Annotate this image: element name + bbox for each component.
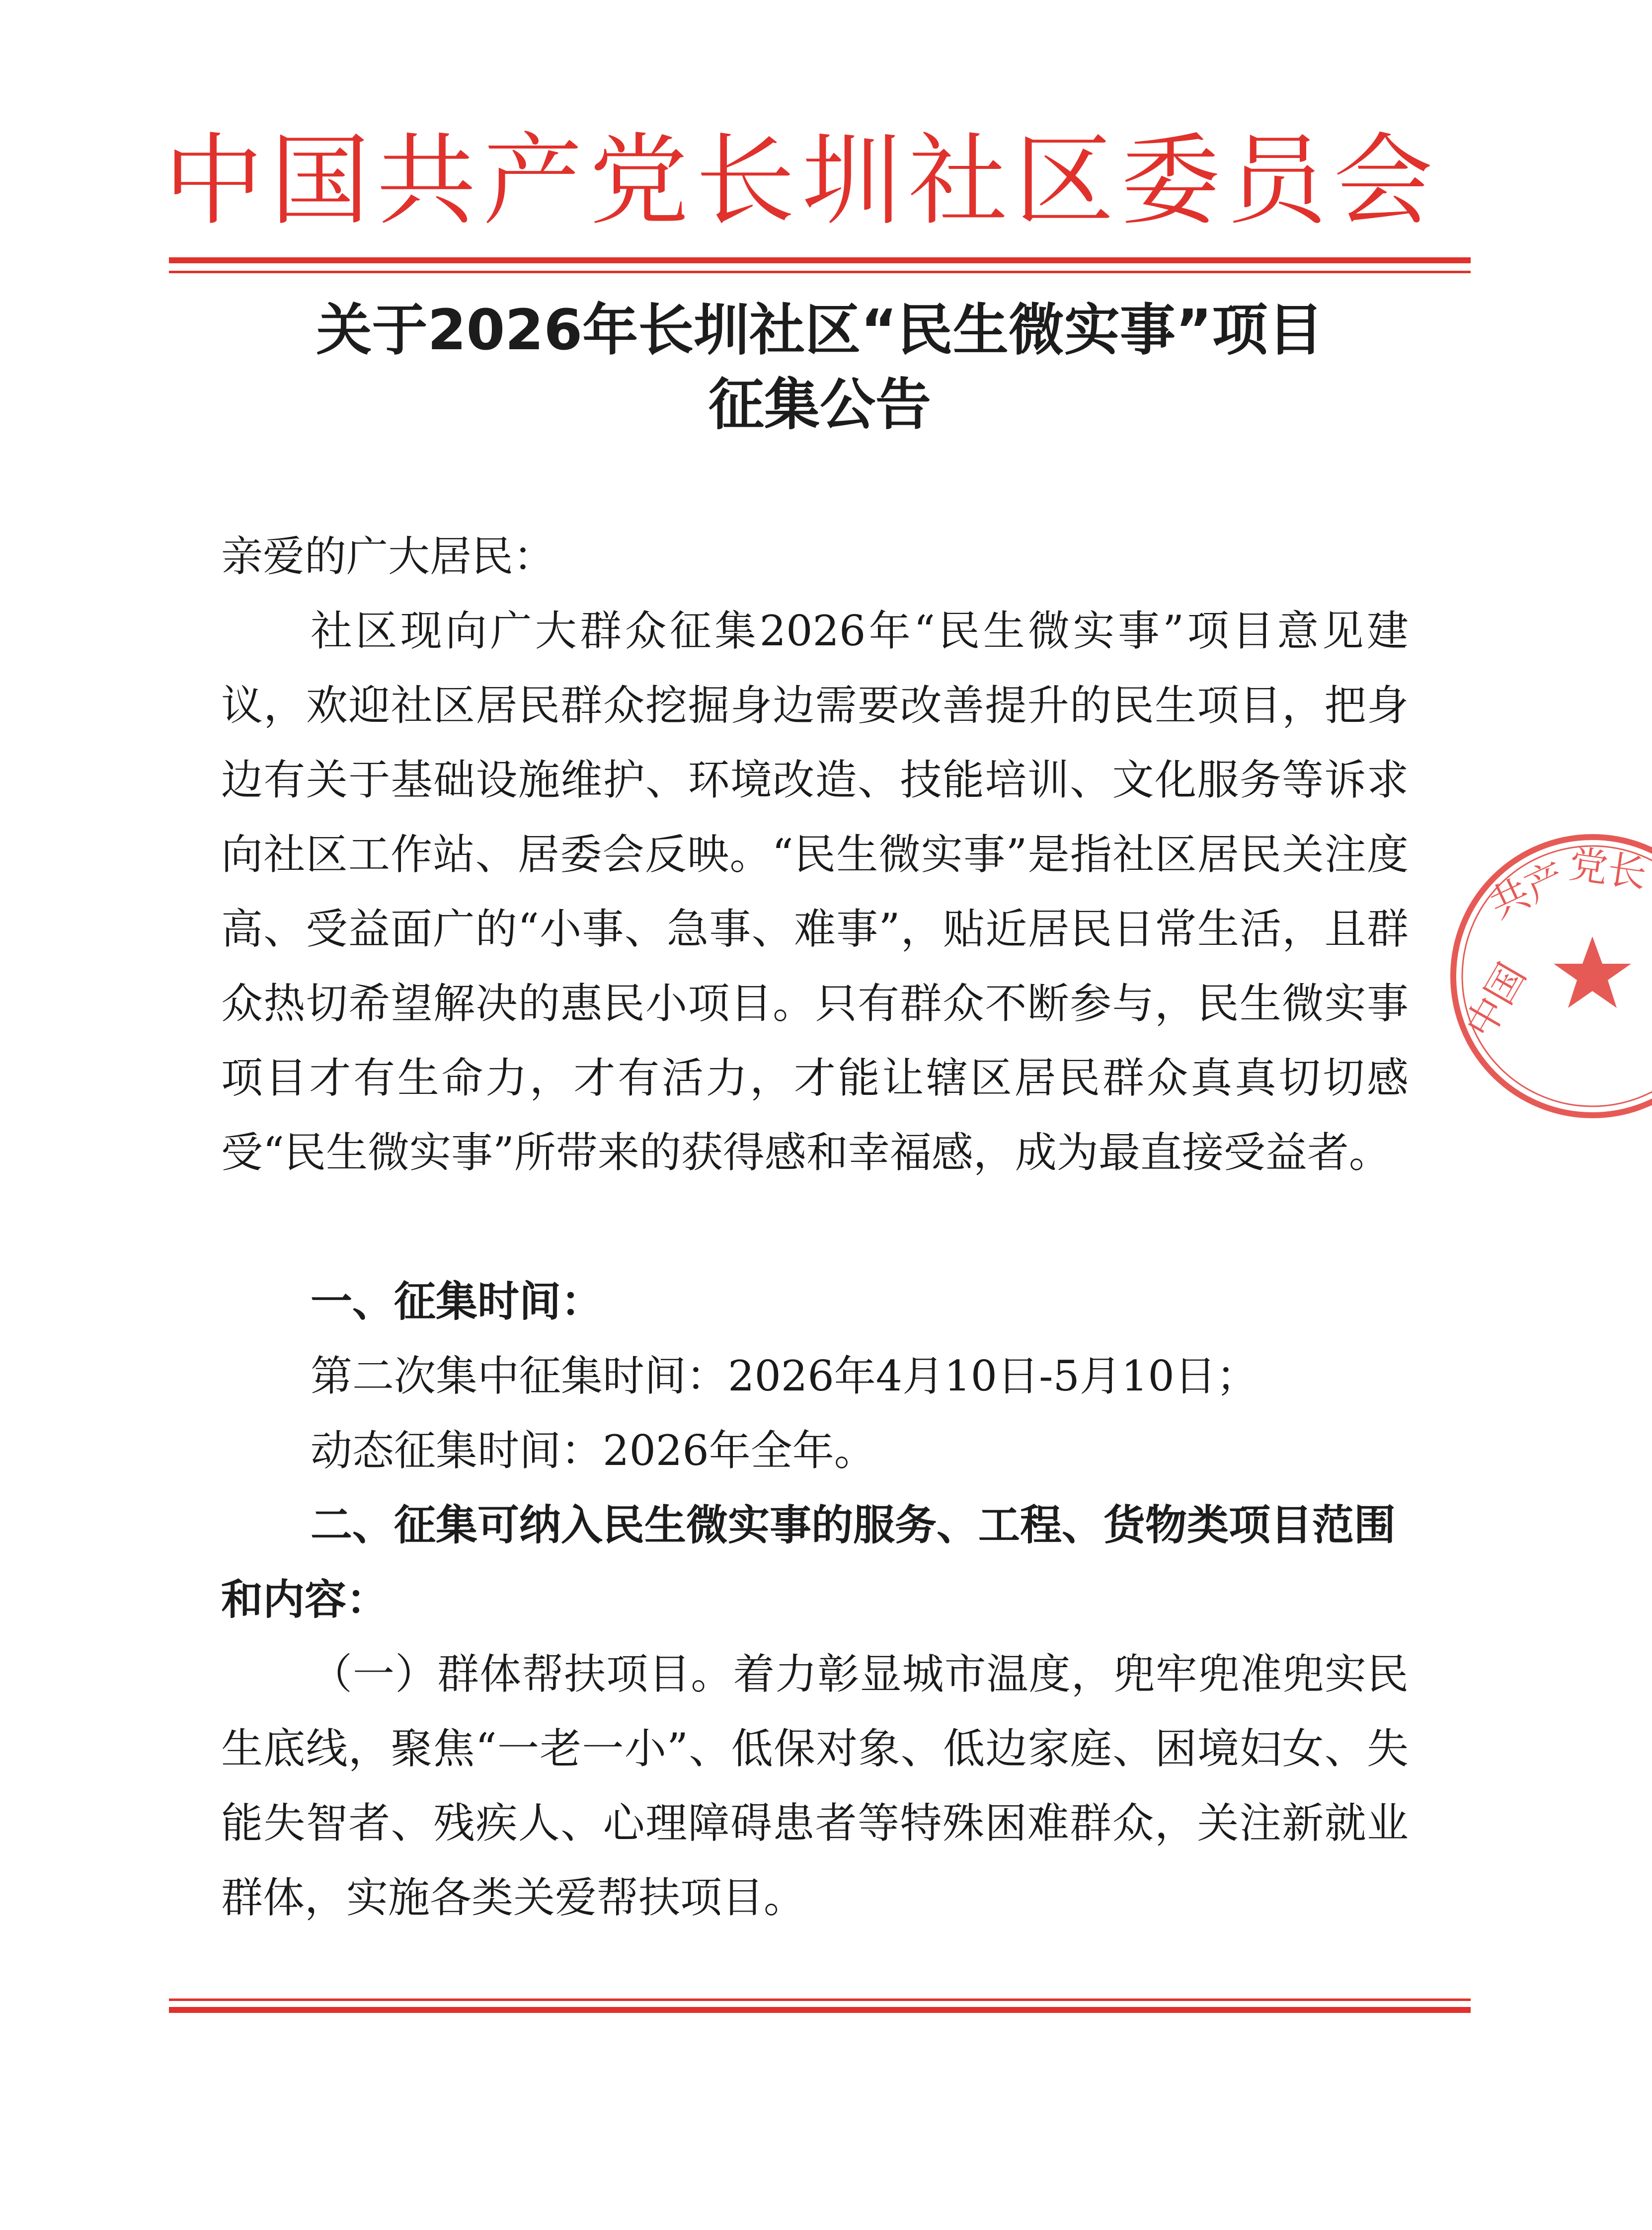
collection-period-line: 第二次集中征集时间：2026年4月10日-5月10日； bbox=[311, 1352, 1258, 1400]
footer-divider-thin bbox=[169, 1999, 1471, 2001]
intro-paragraph: 社区现向广大群众征集2026年“民生微实事”项目意见建议，欢迎社区居民群众挖掘身边需要改善提升的民生项目，把身边有关于基础设施维护、环境改造、技能培训、文化服务等诉求向社区工作站、居委会反映。“民生微实事”是指社区居民关注度高、受益面广的“小事、急事、难事”，贴近居民日常生活，且群众热切希望解决的惠民小项目。只有群众不断参与，民生微实事项目才有生命力，才有活力，才能让辖区居民群众真真切切感受“民生微实事”所带来的获得感和幸福感，成为最直接受益者。 bbox=[221, 607, 1409, 1177]
section-1-heading: 一、征集时间： bbox=[311, 1277, 603, 1326]
footer-divider-thick bbox=[169, 2007, 1471, 2013]
svg-text:中国: 中国 bbox=[1457, 956, 1535, 1046]
document-title-line-2: 征集公告 bbox=[708, 373, 931, 437]
svg-text:共产: 共产 bbox=[1483, 854, 1573, 928]
salutation: 亲爱的广大居民： bbox=[221, 532, 555, 581]
official-seal-stamp bbox=[1443, 827, 1652, 1125]
org-header-title: 中国共产党长圳社区委员会 bbox=[164, 123, 1440, 239]
svg-text:党长: 党长 bbox=[1566, 842, 1650, 897]
dynamic-collection-line: 动态征集时间：2026年全年。 bbox=[311, 1426, 876, 1475]
section-2-item-1: （一）群体帮扶项目。着力彰显城市温度，兜牢兜准兜实民生底线，聚焦“一老一小”、低保对象、低边家庭、困境妇女、失能失智者、残疾人、心理障碍患者等特殊困难群众，关注新就业群体，实施各类关爱帮扶项目。 bbox=[221, 1650, 1409, 1922]
header-divider-thick bbox=[169, 257, 1471, 263]
document-title-line-1: 关于2026年长圳社区“民生微实事”项目 bbox=[316, 298, 1324, 363]
section-2-heading: 二、征集可纳入民生微实事的服务、工程、货物类项目范围和内容： bbox=[221, 1501, 1396, 1624]
header-divider-thin bbox=[169, 271, 1471, 273]
